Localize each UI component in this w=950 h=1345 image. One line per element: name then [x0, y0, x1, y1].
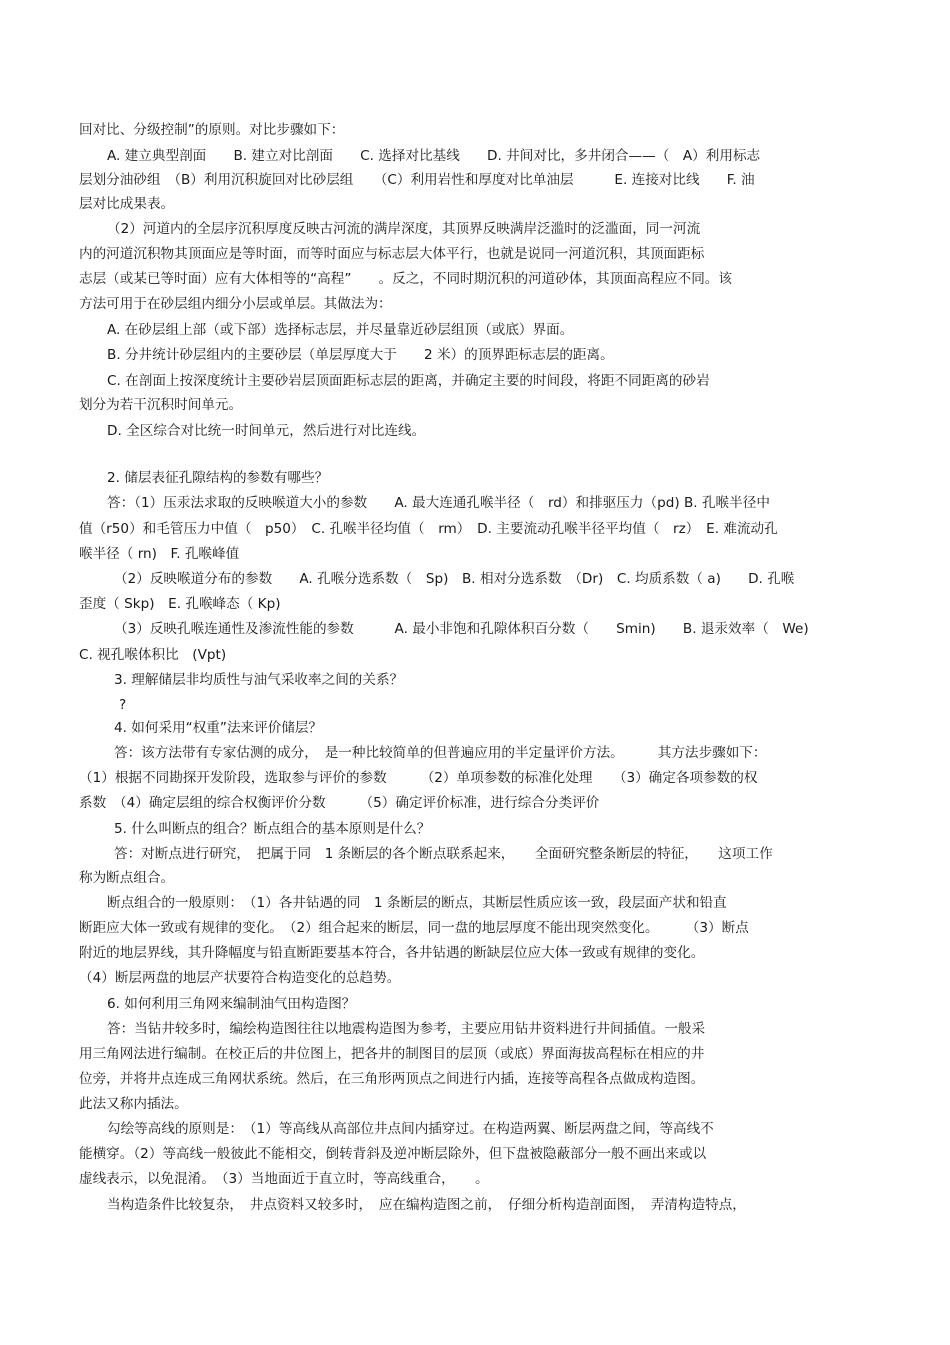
text-line: 断距应大体一致或有规律的变化。 （2）组合起来的断层，同一盘的地层厚度不能出现突然变化。 （3）断点 [79, 920, 749, 936]
text-line: 虚线表示，以免混淆。 （3）当地面近于直立时，等高线重合， 。 [79, 1171, 489, 1187]
text-line: （2）反映喉道分布的参数 A. 孔喉分选系数（ Sp) B. 相对分选系数 （Dr) C. 均质系数（ a) D. 孔喉 [114, 571, 795, 587]
question-heading: 5. 什么叫断点的组合？断点组合的基本原则是什么？ [114, 821, 431, 837]
text-line: 划分为若干沉积时间单元。 [79, 397, 243, 413]
text-line: D. 全区综合对比统一时间单元，然后进行对比连线。 [107, 423, 426, 439]
text-line: 位旁，并将井点连成三角网状系统。然后，在三角形两顶点之间进行内插，连接等高程各点做成构造图。 [79, 1071, 705, 1087]
text-line: ? [119, 697, 127, 713]
text-line: A. 建立典型剖面 B. 建立对比剖面 C. 选择对比基线 D. 井间对比，多井闭合——（ A）利用标志 [107, 148, 761, 164]
text-line: 能横穿。（2）等高线一般彼此不能相交，倒转背斜及逆冲断层除外，但下盘被隐蔽部分一般不画出来或以 [79, 1146, 707, 1162]
question-heading: 3. 理解储层非均质性与油气采收率之间的关系？ [114, 672, 404, 688]
text-line: 志层（或某已等时面）应有大体相等的“高程” 。反之，不同时期沉积的河道砂体，其顶面高程应不同。该 [79, 271, 732, 287]
text-line: 附近的地层界线，其升降幅度与铅直断距要基本符合，各井钻遇的断缺层位应大体一致或有规律的变化。 [79, 945, 705, 961]
text-line: 层对比成果表。 [79, 196, 175, 212]
text-line: 答：当钻井较多时，编绘构造图往往以地震构造图为参考，主要应用钻井资料进行井间插值。一般采 [107, 1021, 706, 1037]
text-line: 喉半径（ rn) F. 孔喉峰值 [79, 546, 240, 562]
text-line: 层划分油砂组 （B）利用沉积旋回对比砂层组 （C）利用岩性和厚度对比单油层 E. 连接对比线 F. 油 [79, 172, 755, 188]
text-line: （2）河道内的全层序沉积厚度反映古河流的满岸深度，其顶界反映满岸泛滥时的泛滥面，同一河流 [107, 221, 701, 237]
text-line: 勾绘等高线的原则是： （1）等高线从高部位井点间内插穿过。在构造两翼、断层两盘之间，等高线不 [107, 1121, 714, 1137]
text-line: 内的河道沉积物其顶面应是等时面，而等时面应与标志层大体平行，也就是说同一河道沉积，其顶面距标 [79, 246, 705, 262]
question-heading: 4. 如何采用“权重”法来评价储层？ [114, 720, 323, 736]
text-line: （1）根据不同勘探开发阶段，选取参与评价的参数 （2）单项参数的标准化处理 （3）确定各项参数的权 [79, 770, 758, 786]
text-line: C. 视孔喉体积比 (Vpt) [79, 647, 227, 663]
question-heading: 6. 如何利用三角网来编制油气田构造图？ [107, 996, 356, 1012]
text-line: 称为断点组合。 [79, 870, 175, 886]
text-line: 系数 （4）确定层组的综合权衡评价分数 （5）确定评价标准，进行综合分类评价 [79, 795, 600, 811]
text-line: 此法又称内插法。 [79, 1096, 188, 1112]
question-heading: 2. 储层表征孔隙结构的参数有哪些？ [107, 470, 329, 486]
text-line: 用三角网法进行编制。在校正后的井位图上，把各井的制图目的层顶（或底）界面海拔高程标在相应的井 [79, 1046, 705, 1062]
text-line: 答：该方法带有专家估测的成分， 是一种比较简单的但普遍应用的半定量评价方法。 其方法步骤如下： [114, 745, 767, 761]
text-line: B. 分井统计砂层组内的主要砂层（单层厚度大于 2 米）的顶界距标志层的距离。 [107, 347, 614, 363]
text-line: A. 在砂层组上部（或下部）选择标志层，并尽量靠近砂层组顶（或底）界面。 [107, 322, 574, 338]
text-line: 回对比、分级控制”的原则。对比步骤如下： [79, 122, 345, 138]
text-line: （4）断层两盘的地层产状要符合构造变化的总趋势。 [79, 970, 401, 986]
text-line: C. 在剖面上按深度统计主要砂岩层顶面距标志层的距离，并确定主要的时间段，将距不同距离的砂岩 [107, 373, 710, 389]
text-line: 方法可用于在砂层组内细分小层或单层。其做法为： [79, 296, 392, 312]
text-line: 当构造条件比较复杂， 井点资料又较多时， 应在编构造图之前， 仔细分析构造剖面图， 弄清构造特点， [107, 1197, 746, 1213]
text-line: 值（r50）和毛管压力中值（ p50） C. 孔喉半径均值（ rm） D. 主要流动孔喉半径平均值（ rz） E. 难流动孔 [79, 521, 778, 537]
text-line: 答：对断点进行研究， 把属于同 1 条断层的各个断点联系起来， 全面研究整条断层的特征， 这项工作 [114, 846, 773, 862]
text-line: 断点组合的一般原则： （1）各井钻遇的同 1 条断层的断点，其断层性质应该一致，段层面产状和铅直 [107, 895, 727, 911]
text-line: 歪度（ Skp) E. 孔喉峰态（ Kp) [79, 596, 281, 612]
text-line: （3）反映孔喉连通性及渗流性能的参数 A. 最小非饱和孔隙体积百分数（ Smin) B. 退汞效率（ We) [114, 621, 809, 637]
text-line: 答：（1）压汞法求取的反映喉道大小的参数 A. 最大连通孔喉半径（ rd）和排驱压力（pd) B. 孔喉半径中 [107, 495, 770, 511]
